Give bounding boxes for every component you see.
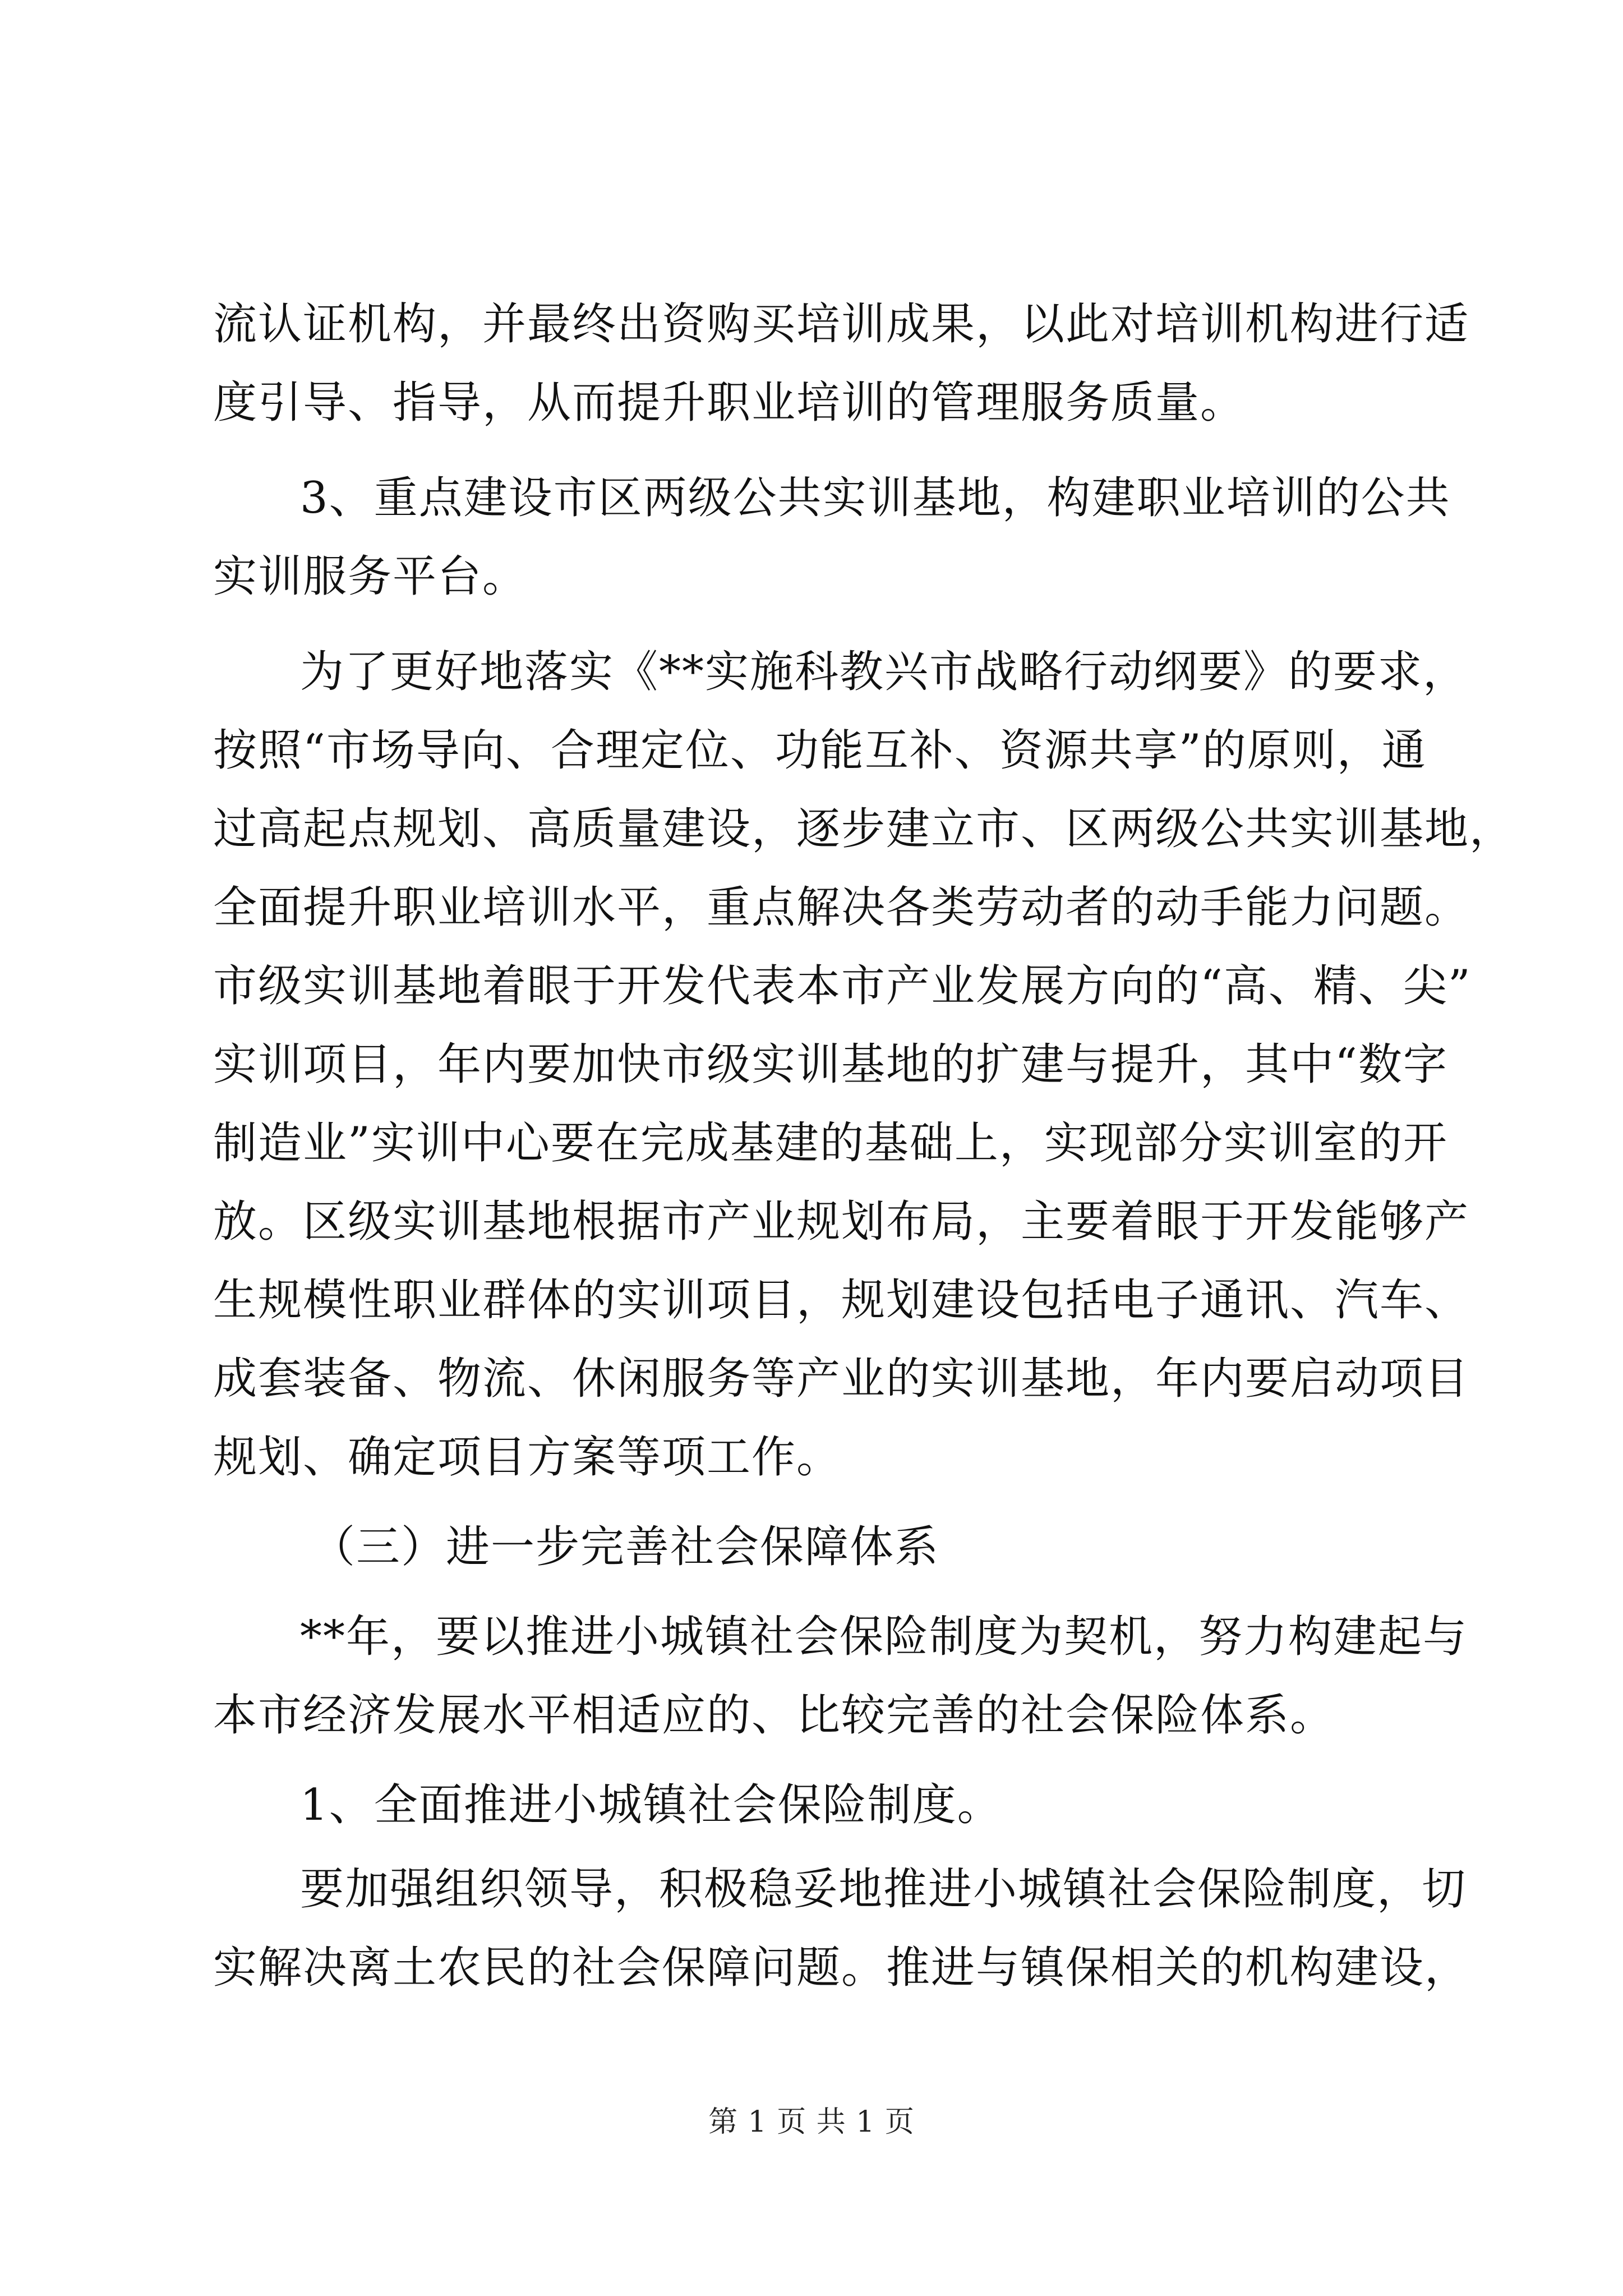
text-line-20: 要加强组织领导，积极稳妥地推进小城镇社会保险制度，切: [300, 1864, 1467, 1915]
text-line-11: 制造业”实训中心要在完成基建的基础上，实现部分实训室的开: [213, 1118, 1448, 1168]
text-line-6: 按照“市场导向、合理定位、功能互补、资源共享”的原则，通: [213, 725, 1427, 776]
text-line-3: 3、重点建设市区两级公共实训基地，构建职业培训的公共: [300, 473, 1451, 523]
section-heading: （三）进一步完善社会保障体系: [311, 1522, 940, 1572]
text-line-9: 市级实训基地着眼于开发代表本市产业发展方向的“高、精、尖”: [213, 961, 1472, 1011]
text-line-19: 1、全面推进小城镇社会保险制度。: [300, 1780, 1002, 1830]
text-line-1: 流认证机构，并最终出资购买培训成果，以此对培训机构进行适: [213, 299, 1470, 349]
text-line-14: 成套装备、物流、休闲服务等产业的实训基地，年内要启动项目: [213, 1354, 1470, 1404]
text-line-13: 生规模性职业群体的实训项目，规划建设包括电子通讯、汽车、: [213, 1275, 1470, 1326]
text-line-10: 实训项目，年内要加快市级实训基地的扩建与提升，其中“数字: [213, 1039, 1448, 1090]
text-line-18: 本市经济发展水平相适应的、比较完善的社会保险体系。: [213, 1690, 1335, 1741]
text-line-5: 为了更好地落实《**实施科教兴市战略行动纲要》的要求，: [300, 647, 1468, 697]
text-line-21: 实解决离土农民的社会保障问题。推进与镇保相关的机构建设，: [213, 1943, 1470, 1993]
text-line-8: 全面提升职业培训水平，重点解决各类劳动者的动手能力问题。: [213, 882, 1470, 933]
text-line-4: 实训服务平台。: [213, 551, 528, 602]
text-line-12: 放。区级实训基地根据市产业规划布局，主要着眼于开发能够产: [213, 1197, 1470, 1247]
text-line-17: **年，要以推进小城镇社会保险制度为契机，努力构建起与: [300, 1612, 1468, 1662]
text-line-2: 度引导、指导，从而提升职业培训的管理服务质量。: [213, 378, 1246, 428]
text-line-15: 规划、确定项目方案等项工作。: [213, 1432, 842, 1483]
text-line-7: 过高起点规划、高质量建设，逐步建立市、区两级公共实训基地，: [213, 804, 1515, 854]
page-number-footer: 第 1 页 共 1 页: [708, 2105, 915, 2139]
